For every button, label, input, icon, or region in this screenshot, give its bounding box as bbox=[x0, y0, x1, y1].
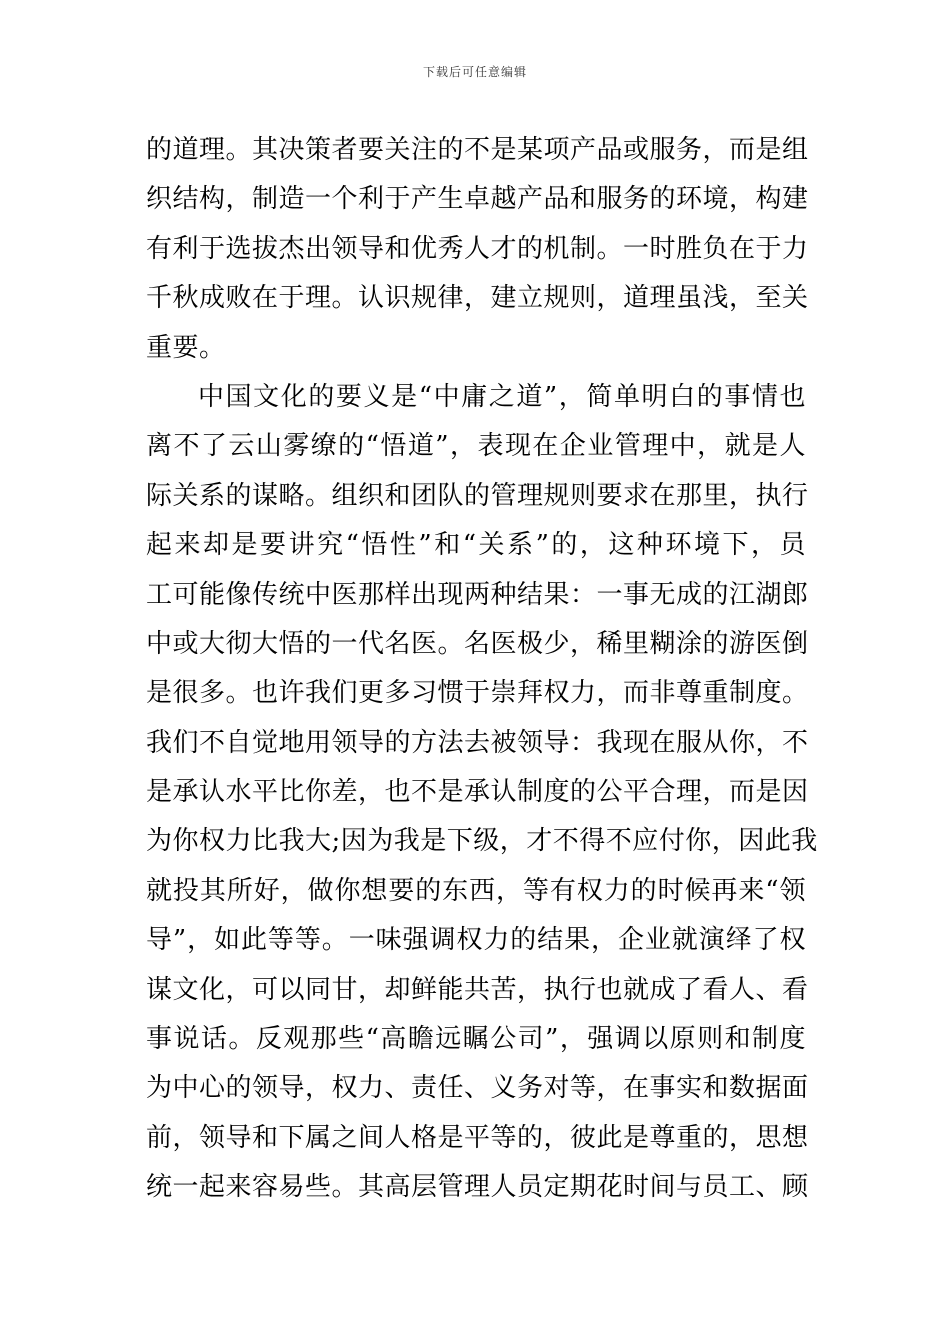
text-line: 统一起来容易些。其高层管理人员定期花时间与员工、顾 bbox=[146, 1172, 809, 1203]
text-line: 我们不自觉地用领导的方法去被领导：我现在服从你，不 bbox=[146, 727, 809, 758]
body-text bbox=[146, 126, 818, 1213]
text-line: 起来却是要讲究“悟性”和“关系”的，这种环境下，员 bbox=[146, 530, 806, 561]
text-line: 重要。 bbox=[146, 332, 226, 363]
text-line: 中或大彻大悟的一代名医。名医极少，稀里糊涂的游医倒 bbox=[146, 628, 809, 659]
text-line: 为你权力比我大;因为我是下级，才不得不应付你，因此我 bbox=[146, 826, 818, 857]
text-line: 的道理。其决策者要关注的不是某项产品或服务，而是组 bbox=[146, 135, 809, 165]
text-line: 就投其所好，做你想要的东西，等有权力的时候再来“领 bbox=[146, 875, 806, 906]
text-line: 工可能像传统中医那样出现两种结果：一事无成的江湖郎 bbox=[146, 579, 809, 610]
text-line: 有利于选拔杰出领导和优秀人才的机制。一时胜负在于力 bbox=[146, 233, 809, 264]
text-line: 织结构，制造一个利于产生卓越产品和服务的环境，构建 bbox=[146, 184, 809, 215]
text-line: 为中心的领导，权力、责任、义务对等，在事实和数据面 bbox=[146, 1073, 809, 1104]
text-line: 际关系的谋略。组织和团队的管理规则要求在那里，执行 bbox=[146, 480, 809, 511]
paragraph-first-line: 中国文化的要义是“中庸之道”，简单明白的事情也 bbox=[198, 381, 806, 412]
text-line: 导”，如此等等。一味强调权力的结果，企业就演绎了权 bbox=[146, 925, 806, 956]
text-line: 离不了云山雾缭的“悟道”，表现在企业管理中，就是人 bbox=[146, 431, 806, 462]
text-line: 谋文化，可以同甘，却鲜能共苦，执行也就成了看人、看 bbox=[146, 974, 809, 1005]
text-line: 是很多。也许我们更多习惯于崇拜权力，而非尊重制度。 bbox=[146, 678, 809, 709]
text-line: 是承认水平比你差，也不是承认制度的公平合理，而是因 bbox=[146, 777, 809, 808]
page-header: 下载后可任意编辑 bbox=[422, 65, 527, 79]
text-line: 事说话。反观那些“高瞻远瞩公司”，强调以原则和制度 bbox=[146, 1024, 806, 1055]
text-line: 千秋成败在于理。认识规律，建立规则，道理虽浅，至关 bbox=[146, 283, 809, 314]
text-line: 前，领导和下属之间人格是平等的，彼此是尊重的，思想 bbox=[146, 1122, 809, 1153]
